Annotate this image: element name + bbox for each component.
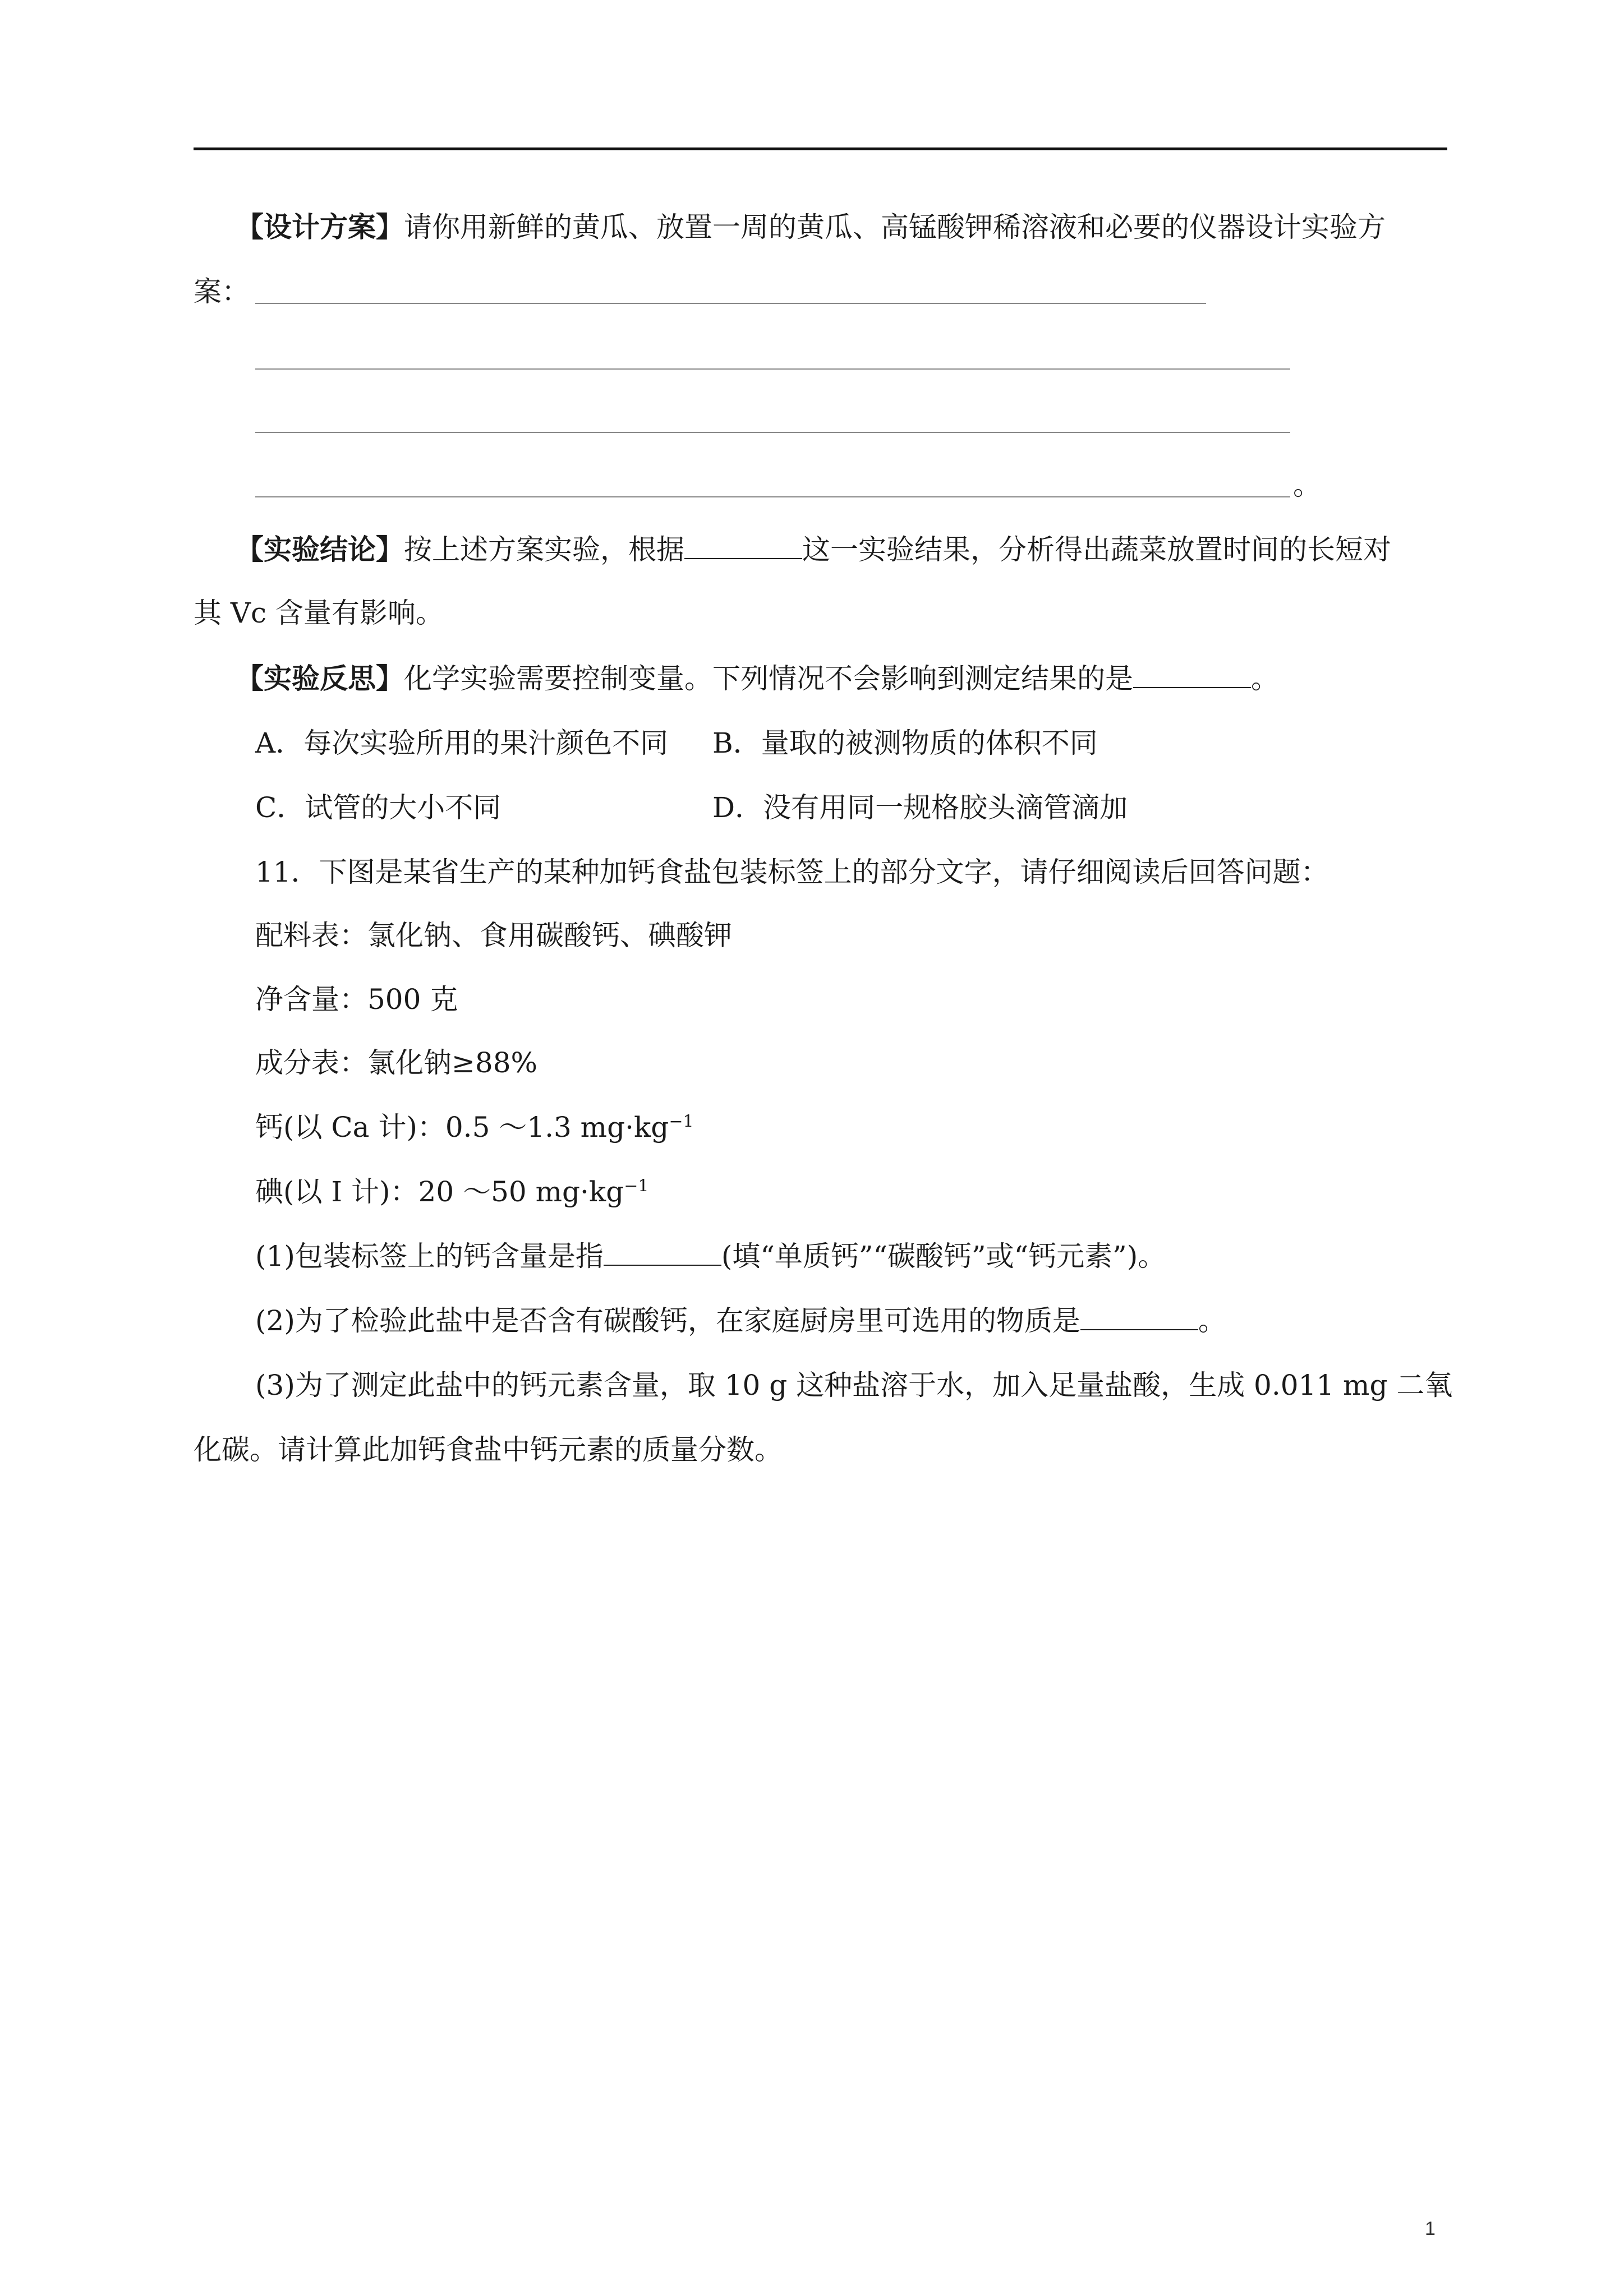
q11-intro: 11．下图是某省生产的某种加钙食盐包装标签上的部分文字，请仔细阅读后回答问题： [255, 856, 1329, 888]
conclusion-text-b: 这一实验结果，分析得出蔬菜放置时间的长短对 [802, 533, 1391, 566]
option-b[interactable]: B．量取的被测物质的体积不同 [712, 727, 1098, 759]
option-d[interactable]: D．没有用同一规格胶头滴管滴加 [712, 791, 1128, 824]
answer-line-1[interactable] [255, 303, 1206, 304]
option-c[interactable]: C．试管的大小不同 [255, 791, 502, 824]
reflection-tag: 【实验反思】 [236, 662, 404, 695]
sub2-blank[interactable] [1080, 1304, 1198, 1330]
reflection-line: 【实验反思】化学实验需要控制变量。下列情况不会影响到测定结果的是 。 [236, 662, 1279, 695]
conclusion-blank[interactable] [684, 533, 802, 559]
design-line-1 [236, 210, 1386, 244]
label-components: 成分表：氯化钠≥88% [255, 1046, 538, 1079]
header-rule [194, 147, 1447, 150]
label-iodine: 碘(以 I 计)：20 ～50 $mg\cdot kg^{-1}$ [255, 1175, 649, 1208]
q11-sub-3-line-1: (3)为了测定此盐中的钙元素含量，取 10 g 这种盐溶于水，加入足量盐酸，生成 0.011 mg 二氧 [255, 1369, 1453, 1401]
q11-sub-1: (1)包装标签上的钙含量是指 (填“单质钙”“碳酸钙”或“钙元素”)。 [255, 1240, 1166, 1273]
conclusion-line-1 [236, 533, 1391, 566]
q11-sub-2: (2)为了检验此盐中是否含有碳酸钙，在家庭厨房里可选用的物质是 。 [255, 1304, 1226, 1337]
label-net-content: 净含量：500 克 [255, 983, 458, 1016]
label-ingredients: 配料表：氯化钠、食用碳酸钙、碘酸钾 [255, 919, 732, 952]
conclusion-text-a: 按上述方案实验，根据 [404, 533, 684, 566]
design-line-2 [194, 275, 250, 308]
conclusion-text-2: 其 Vc 含量有影响。 [194, 597, 444, 629]
design-tag: 【设计方案】 [236, 210, 404, 243]
design-text-1: 请你用新鲜的黄瓜、放置一周的黄瓜、高锰酸钾稀溶液和必要的仪器设计实验方 [404, 211, 1386, 243]
option-a[interactable]: A．每次实验所用的果汁颜色不同 [255, 727, 669, 759]
answer-line-4[interactable] [255, 496, 1290, 497]
answer-line-3[interactable] [255, 432, 1290, 433]
reflection-blank[interactable] [1133, 662, 1251, 688]
q11-sub-3-line-2: 化碳。请计算此加钙食盐中钙元素的质量分数。 [194, 1433, 783, 1466]
design-end-mark: 。 [1293, 469, 1321, 501]
page-number: 1 [1425, 2218, 1436, 2239]
sub1-blank[interactable] [604, 1240, 721, 1266]
conclusion-tag: 【实验结论】 [236, 533, 404, 566]
conclusion-line-2 [194, 596, 444, 630]
design-text-2: 案： [194, 275, 250, 308]
answer-line-2[interactable] [255, 368, 1290, 370]
reflection-text: 化学实验需要控制变量。下列情况不会影响到测定结果的是 [404, 662, 1133, 695]
label-calcium: 钙(以 Ca 计)：0.5 ～1.3 $mg\cdot kg^{-1}$ [255, 1111, 694, 1144]
